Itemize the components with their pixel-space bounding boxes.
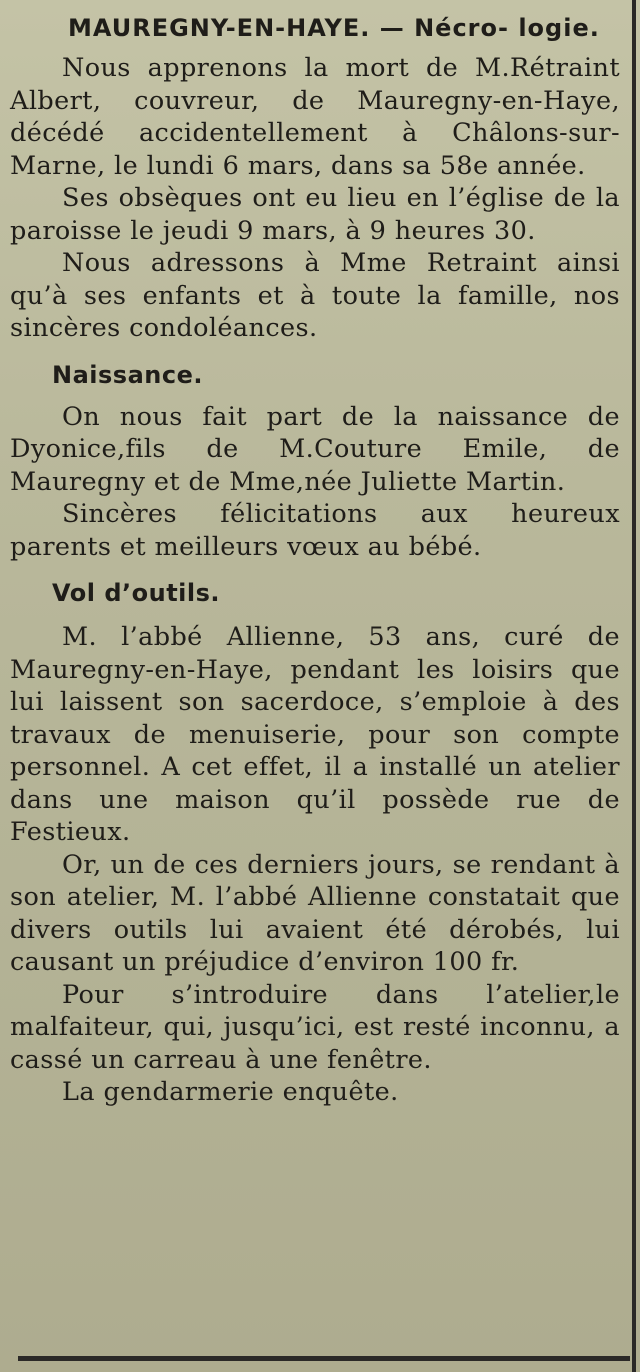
theft-paragraph-4: La gendarmerie enquête. <box>62 1077 399 1107</box>
necrology-paragraph-2: Ses obsèques ont eu lieu en l’église de la paroisse le jeudi 9 mars, à 9 heures 30. <box>10 183 620 246</box>
necrology-paragraph-1: Nous apprenons la mort de M.Rétraint Albert, couvreur, de Mauregny-en-Haye, décédé accidentellement à Châlons-sur-Marne, le lundi 6 mars, dans sa 58e année. <box>10 53 620 181</box>
column-rule-right <box>632 0 636 1372</box>
theft-paragraph-1: M. l’abbé Allienne, 53 ans, curé de Mauregny-en-Haye, pendant les loisirs que lui laissent son sacerdoce, s’emploie à des travaux de menuiserie, pour son compte personnel. A cet effet, il a installé un atelier dans une maison qu’il possède rue de Festieux. <box>10 622 620 847</box>
theft-heading: Vol d’outils. <box>52 579 221 607</box>
article-heading <box>10 12 620 44</box>
heading-topic: — Nécro- logie. <box>379 14 600 42</box>
necrology-paragraph-3: Nous adressons à Mme Retraint ainsi qu’à ses enfants et à toute la famille, nos sincères condoléances. <box>10 248 620 343</box>
heading-place: MAUREGNY-EN-HAYE. <box>68 14 371 42</box>
birth-paragraph-2: Sincères félicitations aux heureux parents et meilleurs vœux au bébé. <box>10 499 620 562</box>
article-column <box>10 12 620 1109</box>
theft-paragraph-3: Pour s’introduire dans l’atelier,le malfaiteur, qui, jusqu’ici, est resté inconnu, a cassé un carreau à une fenêtre. <box>10 979 620 1075</box>
theft-paragraph-2: Or, un de ces derniers jours, se rendant à son atelier, M. l’abbé Allienne constatait que divers outils lui avaient été dérobés, lui causant un préjudice d’environ 100 fr. <box>10 849 620 977</box>
bottom-rule <box>18 1356 630 1361</box>
birth-heading: Naissance. <box>52 360 203 389</box>
birth-paragraph-1: On nous fait part de la naissance de Dyonice,fils de M.Couture Emile, de Mauregny et de Mme,née Juliette Martin. <box>10 401 620 497</box>
